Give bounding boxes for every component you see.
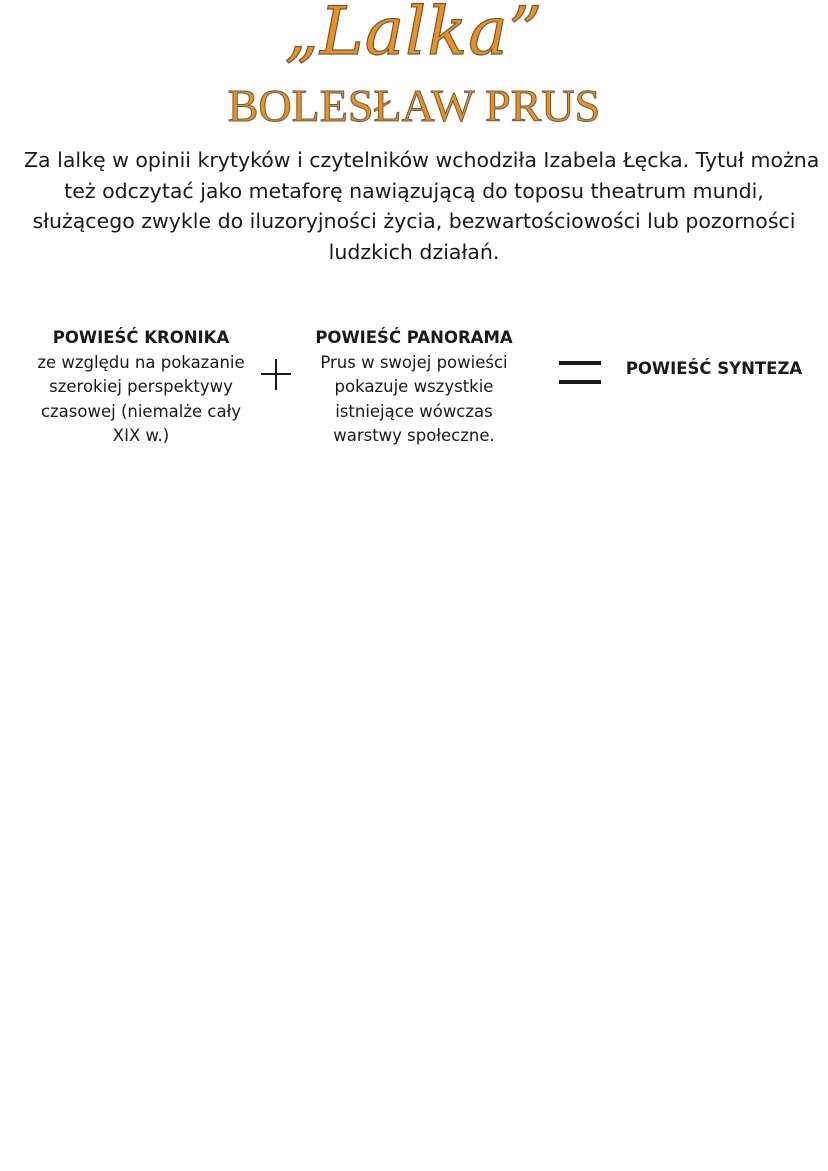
panorama-line: warstwy społeczne. — [333, 426, 495, 445]
document-title: „Lalka” — [284, 0, 544, 70]
intro-line: też odczytać jako metaforę nawiązującą do toposu theatrum mundi, — [64, 178, 764, 203]
kronika-line: XIX w.) — [112, 426, 170, 445]
panorama-line: Prus w swojej powieści — [320, 352, 508, 372]
kronika-line: ze względu na pokazanie — [37, 352, 245, 372]
equals-top-bar — [559, 361, 601, 365]
intro-paragraph — [24, 145, 820, 267]
panorama-block — [305, 326, 523, 449]
panorama-line: pokazuje wszystkie — [334, 377, 494, 396]
equals-icon — [559, 361, 601, 385]
synteza-block — [620, 357, 808, 382]
plus-vertical-stroke — [275, 359, 277, 390]
author-name: BOLESŁAW PRUS — [227, 80, 601, 131]
synteza-heading: POWIEŚĆ SYNTEZA — [625, 359, 803, 378]
panorama-heading: POWIEŚĆ PANORAMA — [315, 328, 513, 347]
kronika-heading: POWIEŚĆ KRONIKA — [52, 328, 230, 347]
equals-bottom-bar — [559, 380, 601, 384]
panorama-line: istniejące wówczas — [335, 401, 493, 421]
kronika-line: szerokiej perspektywy — [49, 377, 233, 396]
kronika-line: czasowej (niemalże cały — [40, 401, 242, 421]
kronika-block — [30, 326, 252, 449]
intro-line: ludzkich działań. — [328, 239, 500, 264]
intro-line: służącego zwykle do iluzoryjności życia, bezwartościowości lub pozorności — [32, 209, 796, 233]
intro-line: Za lalkę w opinii krytyków i czytelników wchodziła Izabela Łęcka. Tytuł można — [24, 148, 820, 172]
plus-icon — [261, 359, 291, 390]
